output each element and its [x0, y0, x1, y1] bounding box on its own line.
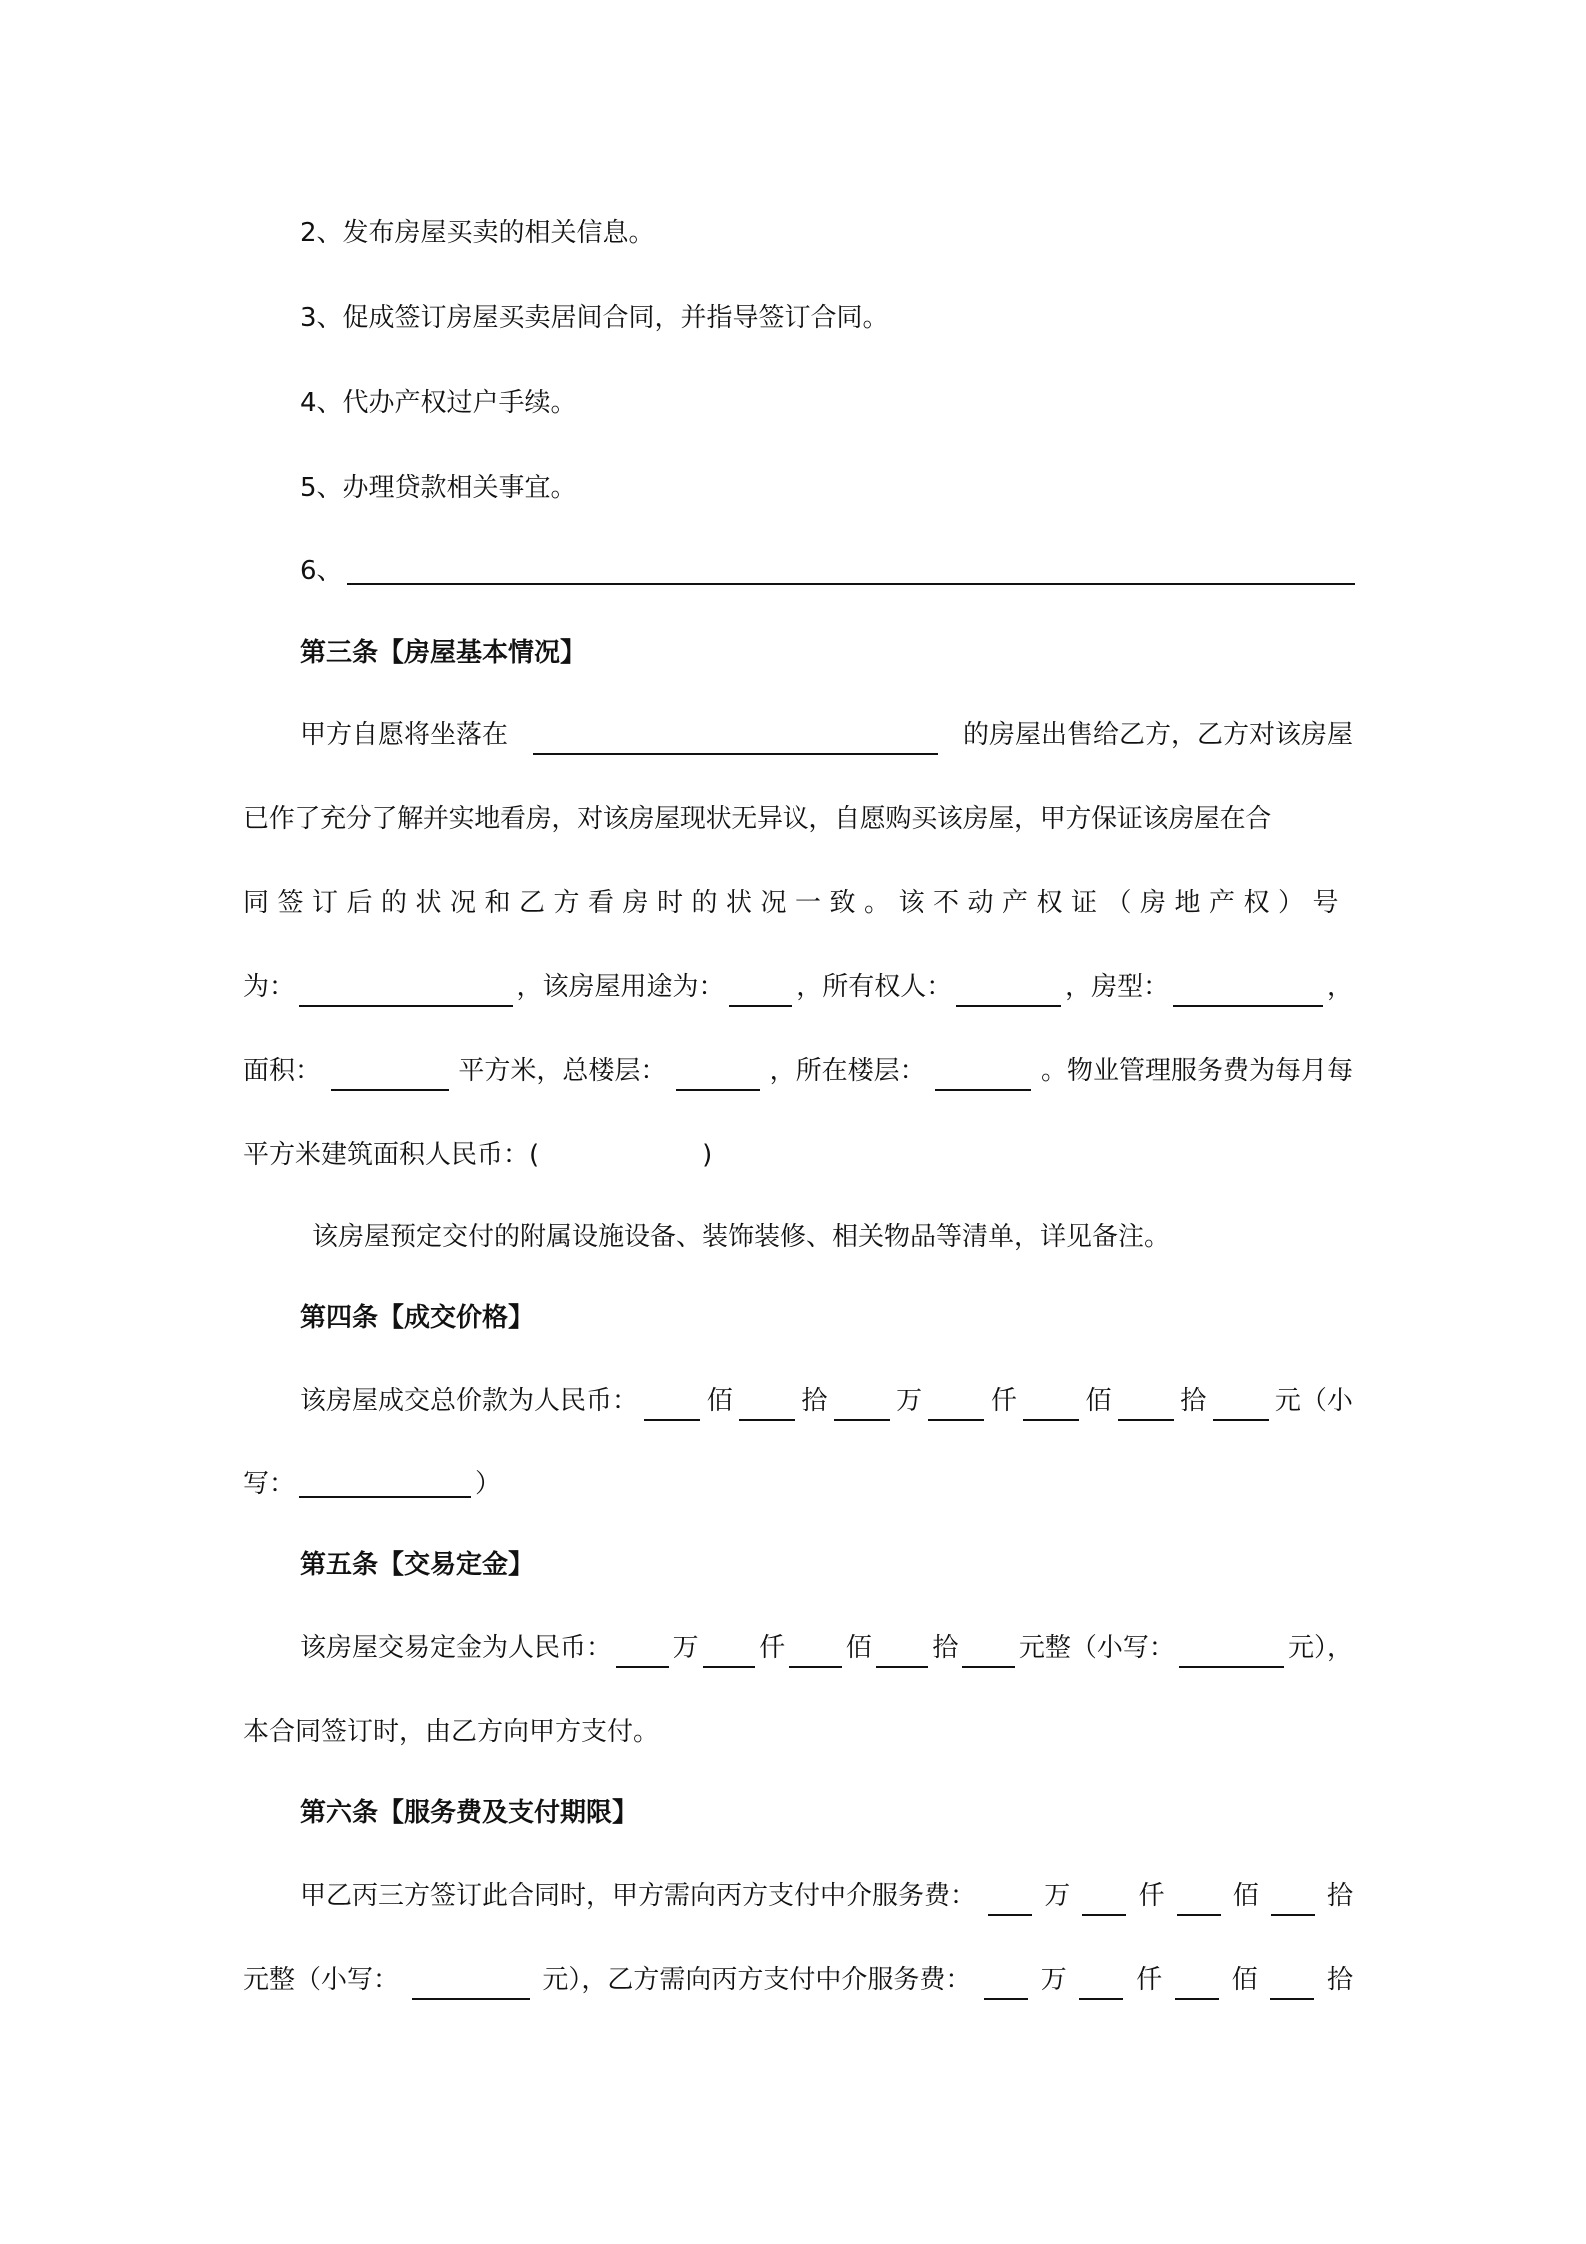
location-blank[interactable]: [533, 725, 938, 755]
deposit-unit-1: 万: [672, 1633, 699, 1663]
deposit-blank-1[interactable]: [616, 1638, 669, 1668]
layout-blank[interactable]: [1173, 977, 1323, 1007]
art3-line6-text-b: ): [702, 1140, 713, 1170]
art3-line6-text-a: 平方米建筑面积人民币：(: [243, 1140, 540, 1170]
art6-line2: [243, 1960, 1353, 2000]
fee-a-unit-4: 拾: [1326, 1881, 1353, 1911]
art3-line1-text-a: 甲方自愿将坐落在: [300, 720, 509, 750]
price-blank-1[interactable]: [644, 1391, 700, 1421]
service-item-2: 2、发布房屋买卖的相关信息。: [300, 218, 655, 248]
service-item-5: 5、办理贷款相关事宜。: [300, 473, 577, 503]
deposit-lowercase-blank[interactable]: [1179, 1638, 1284, 1668]
fee-b-unit-4: 拾: [1326, 1965, 1353, 1995]
deposit-blank-3[interactable]: [789, 1638, 842, 1668]
deposit-unit-4: 拾: [932, 1633, 959, 1663]
deposit-unit-2: 仟: [759, 1633, 786, 1663]
price-unit-2: 拾: [801, 1386, 828, 1416]
fee-b-blank-2[interactable]: [1079, 1970, 1123, 2000]
total-floors-blank[interactable]: [676, 1061, 760, 1091]
price-lowercase-blank[interactable]: [299, 1468, 471, 1498]
art3-line1-text-b: 的房屋出售给乙方，乙方对该房屋: [962, 720, 1353, 750]
price-unit-1: 佰: [706, 1386, 733, 1416]
floor-blank[interactable]: [935, 1061, 1031, 1091]
price-blank-7[interactable]: [1213, 1391, 1269, 1421]
article-6-title: 第六条【服务费及支付期限】: [300, 1798, 639, 1828]
art3-line5-text-b: 平方米，总楼层：: [458, 1056, 667, 1086]
deposit-blank-5[interactable]: [962, 1638, 1015, 1668]
art4-line2-text-a: 写：: [243, 1469, 296, 1499]
fee-b-unit-3: 佰: [1231, 1965, 1258, 1995]
price-unit-3: 万: [896, 1386, 923, 1416]
art3-line5-text-d: 。物业管理服务费为每月每: [1040, 1056, 1353, 1086]
deposit-unit-5: 元整（小写：: [1018, 1633, 1175, 1663]
article-4-title: 第四条【成交价格】: [300, 1303, 535, 1333]
deposit-unit-3: 佰: [845, 1633, 872, 1663]
art4-line2-text-b: ）: [475, 1469, 502, 1499]
fee-b-unit-1: 万: [1040, 1965, 1067, 1995]
fee-b-blank-1[interactable]: [984, 1970, 1028, 2000]
art3-line7: 该房屋预定交付的附属设施设备、装饰装修、相关物品等清单，详见备注。: [312, 1222, 1171, 1252]
art3-line3: 同签订后的状况和乙方看房时的状况一致。该不动产权证（房地产权）号: [243, 888, 1348, 918]
art4-line1-text: 该房屋成交总价款为人民币：: [300, 1386, 639, 1416]
art3-line5-text-c: ，所在楼层：: [769, 1056, 926, 1086]
art3-line4-text-c: ，所有权人：: [796, 972, 953, 1002]
price-unit-6: 拾: [1180, 1386, 1207, 1416]
art3-line5-text-a: 面积：: [243, 1056, 322, 1086]
usage-blank[interactable]: [729, 977, 793, 1007]
item6-blank[interactable]: [347, 555, 1355, 585]
fee-b-blank-4[interactable]: [1270, 1970, 1314, 2000]
price-blank-2[interactable]: [739, 1391, 795, 1421]
service-item-3: 3、促成签订房屋买卖居间合同，并指导签订合同。: [300, 303, 889, 333]
deposit-blank-2[interactable]: [703, 1638, 756, 1668]
deposit-blank-4[interactable]: [876, 1638, 929, 1668]
art3-line4-text-b: ，该房屋用途为：: [516, 972, 725, 1002]
fee-a-blank-1[interactable]: [988, 1886, 1032, 1916]
art6-line1-text: 甲乙丙三方签订此合同时，甲方需向丙方支付中介服务费：: [300, 1881, 977, 1911]
art6-line2-text-b: 元），乙方需向丙方支付中介服务费：: [542, 1965, 972, 1995]
art3-line6: [243, 1135, 712, 1175]
price-blank-6[interactable]: [1118, 1391, 1174, 1421]
fee-a-unit-1: 万: [1044, 1881, 1071, 1911]
price-blank-3[interactable]: [834, 1391, 890, 1421]
price-unit-4: 仟: [990, 1386, 1017, 1416]
art3-line4: [243, 967, 1353, 1007]
item6-label: 6、: [300, 556, 343, 586]
art3-line5: [243, 1051, 1353, 1091]
art3-line4-text-a: 为：: [243, 972, 296, 1002]
fee-a-unit-3: 佰: [1232, 1881, 1259, 1911]
deposit-line-end: 元），: [1288, 1633, 1354, 1663]
fee-a-blank-4[interactable]: [1271, 1886, 1315, 1916]
service-item-6: [300, 551, 1353, 591]
fee-a-blank-3[interactable]: [1177, 1886, 1221, 1916]
art3-line4-text-d: ，房型：: [1065, 972, 1170, 1002]
art6-line2-text-a: 元整（小写：: [243, 1965, 400, 1995]
art5-line1: [300, 1628, 1353, 1668]
price-unit-7: 元（小: [1274, 1386, 1353, 1416]
art4-line2: [243, 1464, 501, 1504]
fee-a-unit-2: 仟: [1138, 1881, 1165, 1911]
fee-b-blank-3[interactable]: [1175, 1970, 1219, 2000]
area-blank[interactable]: [331, 1061, 449, 1091]
owner-blank[interactable]: [956, 977, 1061, 1007]
art3-line1: [300, 715, 1353, 755]
fee-a-lowercase-blank[interactable]: [412, 1970, 530, 2000]
art3-line4-text-e: ，: [1327, 972, 1354, 1002]
certificate-number-blank[interactable]: [299, 977, 513, 1007]
fee-b-unit-2: 仟: [1136, 1965, 1163, 1995]
price-blank-5[interactable]: [1023, 1391, 1079, 1421]
article-3-title: 第三条【房屋基本情况】: [300, 638, 587, 668]
art5-line1-text: 该房屋交易定金为人民币：: [300, 1633, 613, 1663]
art5-line2: 本合同签订时，由乙方向甲方支付。: [243, 1717, 660, 1747]
art6-line1: [300, 1876, 1353, 1916]
price-blank-4[interactable]: [928, 1391, 984, 1421]
article-5-title: 第五条【交易定金】: [300, 1550, 535, 1580]
price-unit-5: 佰: [1085, 1386, 1112, 1416]
art3-line2: 已作了充分了解并实地看房，对该房屋现状无异议，自愿购买该房屋，甲方保证该房屋在合: [243, 804, 1272, 834]
service-item-4: 4、代办产权过户手续。: [300, 388, 577, 418]
fee-a-blank-2[interactable]: [1082, 1886, 1126, 1916]
art4-line1: [300, 1381, 1353, 1421]
